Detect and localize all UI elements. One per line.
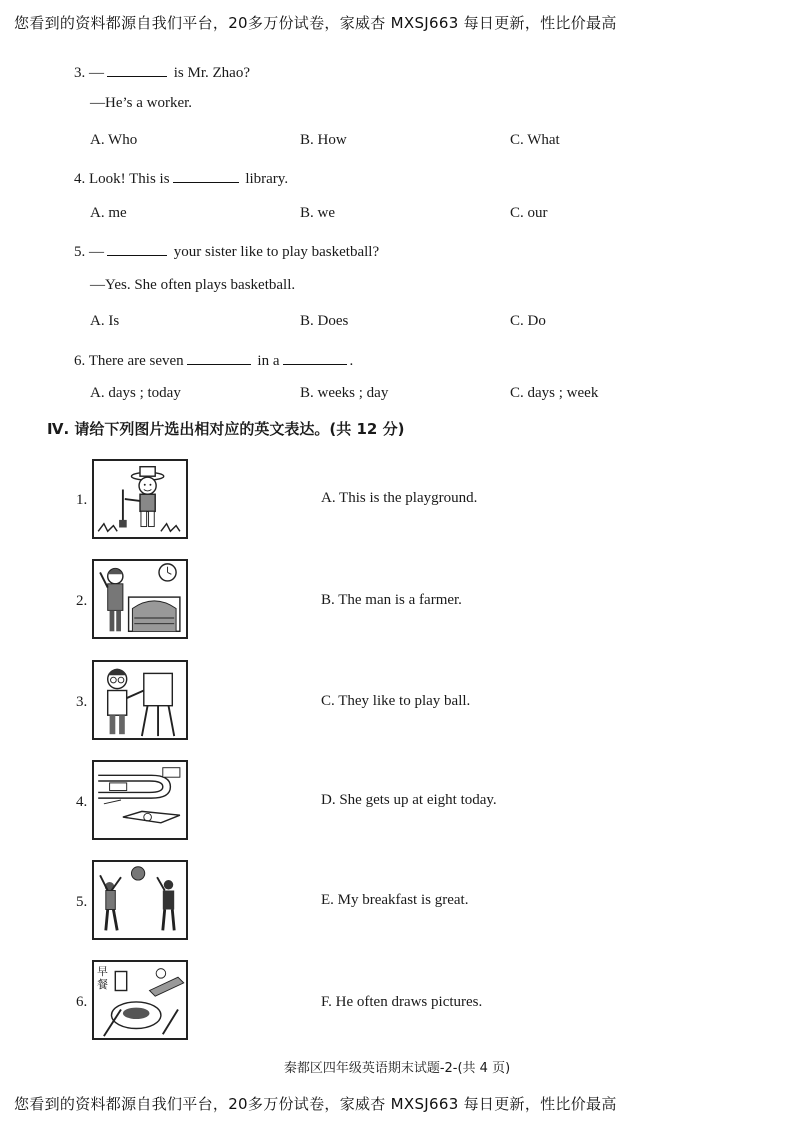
option-a[interactable]: A. days ; today <box>90 385 181 401</box>
question-number: 5. <box>74 244 86 260</box>
boy-drawing-picture <box>92 660 188 740</box>
option-c[interactable]: C. our <box>510 205 548 221</box>
option-a[interactable]: A. Is <box>90 313 120 329</box>
page-footer: 秦都区四年级英语期末试题-2-(共 4 页) <box>283 1061 511 1076</box>
picture-number: 6. <box>76 994 88 1010</box>
answer-blank[interactable] <box>283 350 347 365</box>
question-prefix: — <box>89 244 104 260</box>
question-number: 3. <box>74 65 86 81</box>
picture-number: 3. <box>76 694 88 710</box>
question-number: 6. <box>74 353 86 369</box>
question-prefix: Look! This is <box>89 171 170 187</box>
question-prefix: — <box>89 65 104 81</box>
option-b[interactable]: B. we <box>300 205 335 221</box>
question-6 <box>74 350 353 370</box>
option-b[interactable]: B. Does <box>300 313 349 329</box>
question-5-reply: —Yes. She often plays basketball. <box>90 277 296 293</box>
picture-number: 4. <box>76 794 88 810</box>
question-text: your sister like to play basketball? <box>173 244 380 260</box>
question-4-options <box>90 205 730 225</box>
girl-bed-icon <box>94 561 186 637</box>
breakfast-plate-picture <box>92 960 188 1040</box>
breakfast-caption: 早餐 <box>97 965 108 991</box>
question-prefix: There are seven <box>88 353 184 369</box>
picture-number: 5. <box>76 894 88 910</box>
question-3 <box>74 62 250 82</box>
picture-number: 2. <box>76 593 88 609</box>
answer-option: F. He often draws pictures. <box>321 994 483 1010</box>
question-text: is Mr. Zhao? <box>173 65 250 81</box>
playground-icon <box>94 762 186 838</box>
option-c[interactable]: C. days ; week <box>510 385 599 401</box>
question-6-options <box>90 385 730 405</box>
question-number: 4. <box>74 171 86 187</box>
artist-easel-icon <box>94 662 186 738</box>
answer-option: A. This is the playground. <box>321 490 478 506</box>
section-title: Ⅳ. 请给下列图片选出相对应的英文表达。(共 12 分) <box>47 420 405 438</box>
question-end: . <box>349 353 354 369</box>
girl-waking-up-picture <box>92 559 188 639</box>
answer-option: C. They like to play ball. <box>321 693 471 709</box>
question-5 <box>74 241 379 261</box>
kids-playing-ball-picture <box>92 860 188 940</box>
answer-blank[interactable] <box>107 62 167 77</box>
answer-blank[interactable] <box>187 350 251 365</box>
answer-option: D. She gets up at eight today. <box>321 792 497 808</box>
option-b[interactable]: B. weeks ; day <box>300 385 389 401</box>
question-5-options <box>90 313 730 333</box>
ball-game-icon <box>94 862 186 938</box>
option-a[interactable]: A. me <box>90 205 127 221</box>
question-middle: in a <box>257 353 280 369</box>
answer-blank[interactable] <box>173 168 239 183</box>
question-4 <box>74 168 288 188</box>
bottom-banner: 您看到的资料都源自我们平台，20多万份试卷，家威杏 MXSJ663 每日更新，性比价最高 <box>14 1095 617 1113</box>
option-c[interactable]: C. Do <box>510 313 546 329</box>
answer-blank[interactable] <box>107 241 167 256</box>
question-3-reply: —He’s a worker. <box>90 95 193 111</box>
answer-option: E. My breakfast is great. <box>321 892 469 908</box>
question-3-options <box>90 132 730 152</box>
picture-number: 1. <box>76 492 88 508</box>
farmer-icon <box>94 461 186 537</box>
option-b[interactable]: B. How <box>300 132 347 148</box>
farmer-with-shovel-picture <box>92 459 188 539</box>
option-a[interactable]: A. Who <box>90 132 138 148</box>
top-banner: 您看到的资料都源自我们平台，20多万份试卷，家威杏 MXSJ663 每日更新，性比价最高 <box>14 14 617 32</box>
answer-option: B. The man is a farmer. <box>321 592 462 608</box>
option-c[interactable]: C. What <box>510 132 560 148</box>
playground-picture <box>92 760 188 840</box>
question-text: library. <box>245 171 289 187</box>
